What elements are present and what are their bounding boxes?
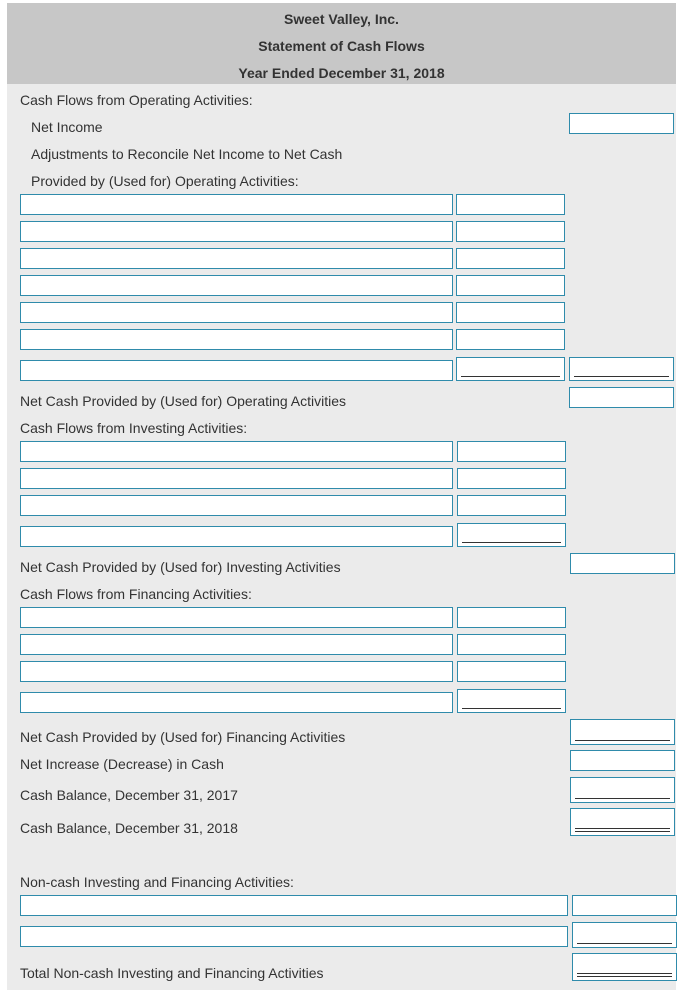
operating-net-cash-input[interactable]	[569, 387, 674, 408]
financing-amount-input[interactable]	[457, 607, 566, 628]
investing-amount-input[interactable]	[457, 495, 566, 516]
financing-amount-input[interactable]	[457, 689, 566, 713]
beginning-balance-label: Cash Balance, December 31, 2017	[20, 787, 238, 803]
operating-amount-input[interactable]	[456, 248, 565, 269]
investing-amount-input[interactable]	[457, 468, 566, 489]
operating-amount-input[interactable]	[456, 221, 565, 242]
investing-amount-input[interactable]	[457, 441, 566, 462]
operating-amount-input[interactable]	[456, 275, 565, 296]
financing-amount-input[interactable]	[457, 634, 566, 655]
adjustments-label-line1: Adjustments to Reconcile Net Income to Net Cash	[31, 146, 343, 162]
operating-amount-input[interactable]	[456, 302, 565, 323]
adjustments-label-line2: Provided by (Used for) Operating Activities:	[31, 173, 299, 189]
noncash-total-input[interactable]	[572, 953, 677, 981]
operating-item-input[interactable]	[20, 275, 453, 296]
financing-item-input[interactable]	[20, 692, 453, 713]
financing-item-input[interactable]	[20, 607, 453, 628]
net-income-label: Net Income	[31, 119, 103, 135]
noncash-amount-input[interactable]	[572, 895, 677, 916]
ending-balance-label: Cash Balance, December 31, 2018	[20, 820, 238, 836]
net-increase-input[interactable]	[570, 750, 675, 771]
operating-heading: Cash Flows from Operating Activities:	[20, 92, 253, 108]
net-income-amount-input[interactable]	[569, 113, 674, 134]
financing-heading: Cash Flows from Financing Activities:	[20, 586, 252, 602]
noncash-heading: Non-cash Investing and Financing Activities:	[20, 874, 294, 890]
noncash-total-label: Total Non-cash Investing and Financing Activities	[20, 965, 324, 981]
investing-net-cash-label: Net Cash Provided by (Used for) Investing Activities	[20, 559, 341, 575]
statement-title: Statement of Cash Flows	[258, 38, 425, 54]
operating-amount-input[interactable]	[456, 329, 565, 350]
net-increase-label: Net Increase (Decrease) in Cash	[20, 756, 224, 772]
investing-item-input[interactable]	[20, 526, 453, 547]
noncash-amount-input[interactable]	[572, 922, 677, 948]
operating-amount-input[interactable]	[456, 194, 565, 215]
operating-item-input[interactable]	[20, 194, 453, 215]
operating-item-input[interactable]	[20, 360, 453, 381]
operating-net-cash-label: Net Cash Provided by (Used for) Operating Activities	[20, 393, 347, 409]
financing-net-cash-label: Net Cash Provided by (Used for) Financing Activities	[20, 729, 346, 745]
noncash-item-input[interactable]	[20, 895, 568, 916]
operating-total-input[interactable]	[569, 357, 674, 381]
statement-period: Year Ended December 31, 2018	[238, 65, 445, 81]
financing-amount-input[interactable]	[457, 661, 566, 682]
noncash-item-input[interactable]	[20, 926, 568, 947]
investing-item-input[interactable]	[20, 468, 453, 489]
investing-item-input[interactable]	[20, 441, 453, 462]
operating-item-input[interactable]	[20, 221, 453, 242]
operating-amount-input[interactable]	[456, 357, 565, 381]
operating-item-input[interactable]	[20, 248, 453, 269]
financing-item-input[interactable]	[20, 634, 453, 655]
financing-net-cash-input[interactable]	[570, 719, 675, 745]
investing-heading: Cash Flows from Investing Activities:	[20, 420, 248, 436]
company-name: Sweet Valley, Inc.	[284, 11, 399, 27]
investing-item-input[interactable]	[20, 495, 453, 516]
financing-item-input[interactable]	[20, 661, 453, 682]
operating-item-input[interactable]	[20, 329, 453, 350]
beginning-balance-input[interactable]	[570, 777, 675, 803]
investing-amount-input[interactable]	[457, 523, 566, 547]
operating-item-input[interactable]	[20, 302, 453, 323]
ending-balance-input[interactable]	[570, 808, 675, 836]
investing-net-cash-input[interactable]	[570, 553, 675, 574]
